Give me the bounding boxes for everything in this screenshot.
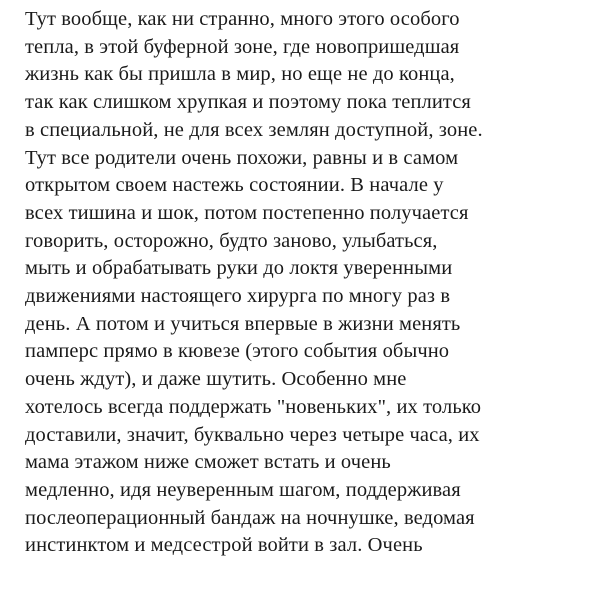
text-line: Тут вообще, как ни странно, много этого особого [25, 8, 460, 30]
text-line: жизнь как бы пришла в мир, но еще не до конца, [25, 63, 455, 86]
text-line: в специальной, не для всех землян доступной, зоне. [25, 118, 483, 141]
text-line: всех тишина и шок, потом постепенно получается [25, 201, 469, 224]
text-line: хотелось всегда поддержать "новеньких", их только [25, 395, 482, 418]
text-line: движениями настоящего хирурга по многу раз в [25, 285, 451, 308]
text-line: доставили, значит, буквально через четыре часа, их [25, 423, 480, 446]
text-line: мама этажом ниже сможет встать и очень [25, 451, 391, 474]
text-line: инстинктом и медсестрой войти в зал. Очень [25, 534, 423, 557]
text-line: очень ждут), и даже шутить. Особенно мне [25, 368, 407, 391]
text-line: день. А потом и учиться впервые в жизни менять [25, 312, 461, 335]
text-line: послеоперационный бандаж на ночнушке, ведомая [25, 506, 475, 529]
text-line: открытом своем настежь состоянии. В начале у [25, 174, 444, 197]
body-paragraph [25, 6, 601, 560]
text-line: говорить, осторожно, будто заново, улыбаться, [25, 229, 438, 252]
text-line: медленно, идя неуверенным шагом, поддерживая [25, 478, 461, 501]
text-line: тепла, в этой буферной зоне, где новопришедшая [25, 35, 460, 58]
text-line: памперс прямо в кювезе (этого события обычно [25, 340, 450, 363]
text-line: Тут все родители очень похожи, равны и в самом [25, 146, 459, 169]
text-line: мыть и обрабатывать руки до локтя уверенными [25, 257, 453, 280]
text-line: так как слишком хрупкая и поэтому пока теплится [25, 91, 471, 114]
